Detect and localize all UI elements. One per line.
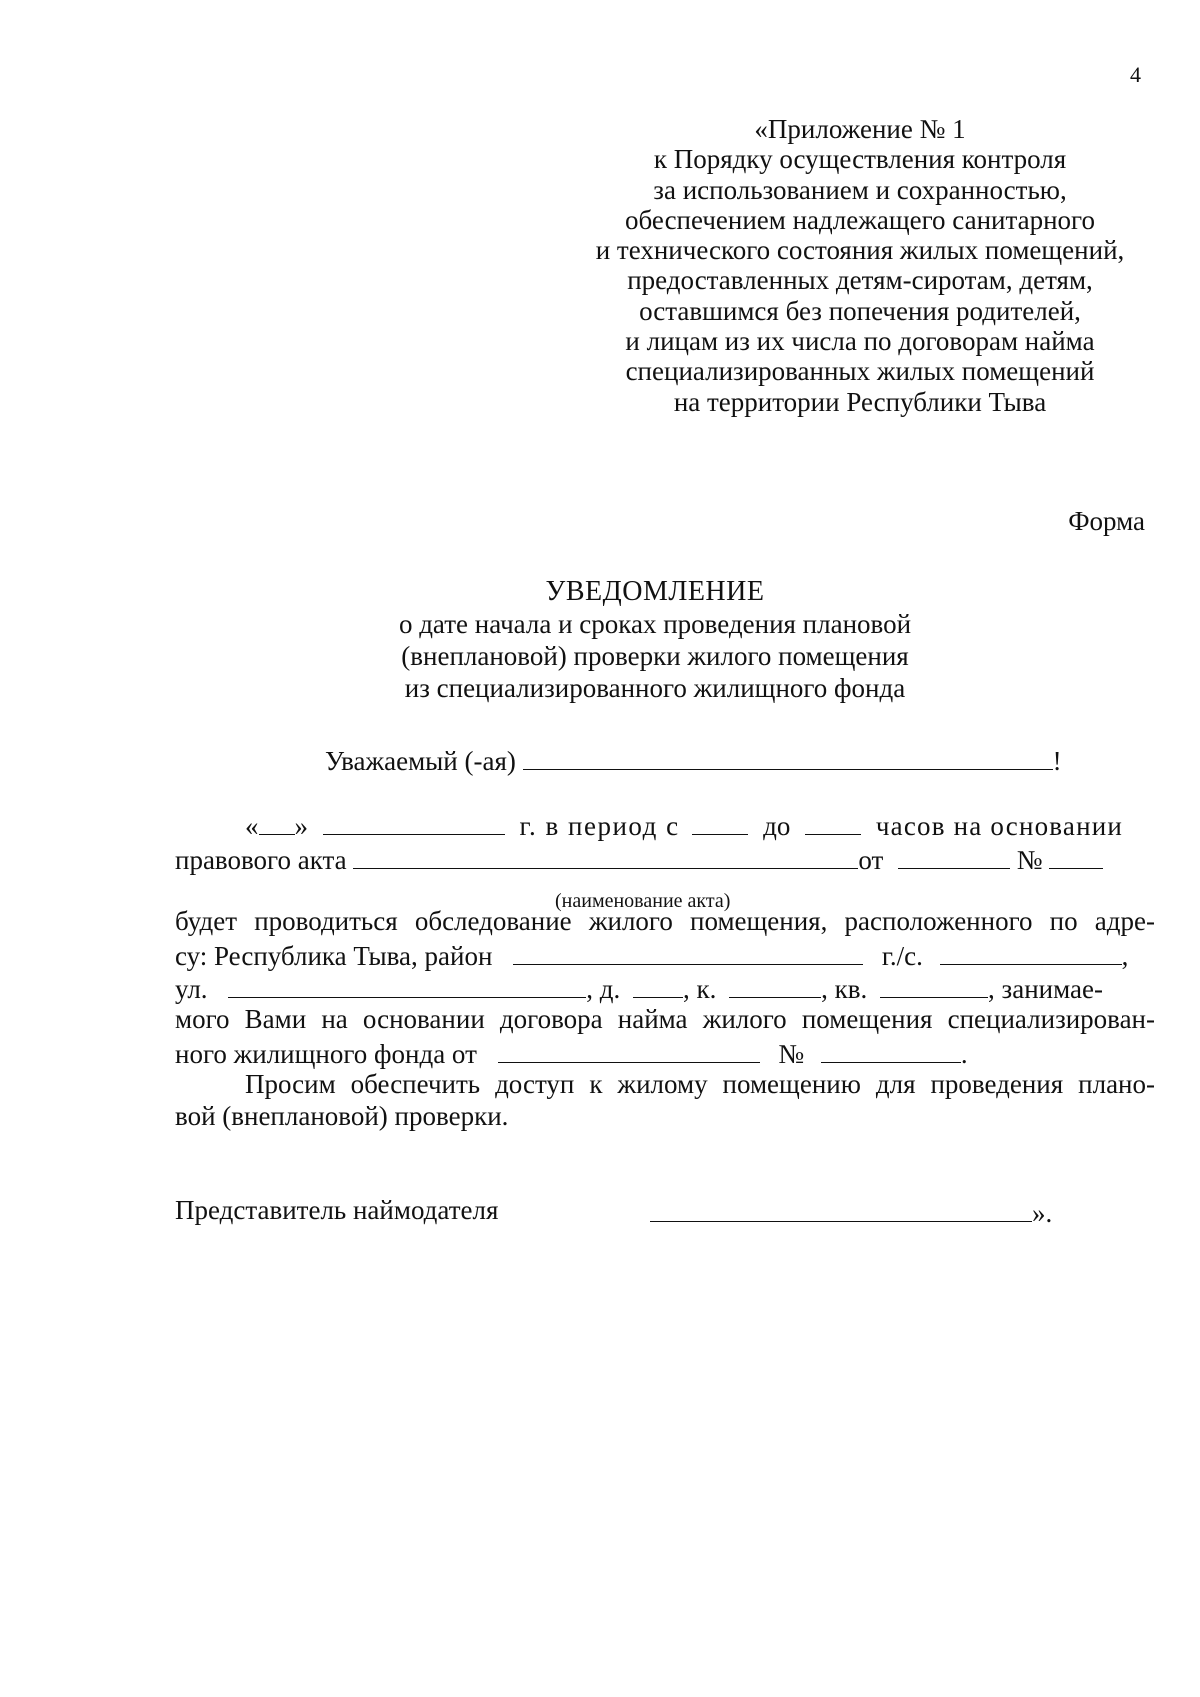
appendix-line: предоставленных детям-сиротам, детям, (627, 265, 1093, 296)
building-field[interactable] (729, 971, 821, 998)
day-field[interactable] (259, 808, 295, 835)
legal-act-number-field[interactable] (1049, 842, 1103, 869)
street-field[interactable] (228, 971, 586, 998)
greeting-suffix: ! (1052, 746, 1062, 776)
form-label: Форма (1068, 506, 1145, 536)
signature-field[interactable] (650, 1195, 1032, 1222)
contract-number-sign: № (778, 1039, 805, 1069)
signature-end: ». (1032, 1198, 1053, 1228)
legal-act-from: от (858, 845, 884, 875)
period: . (960, 1039, 968, 1069)
notice-subtitle-line: из специализированного жилищного фонда (404, 673, 906, 703)
appendix-line: оставшимся без попечения родителей, (639, 295, 1081, 326)
apartment-field[interactable] (880, 971, 988, 998)
request-line-2: вой (внеплановой) проверки. (175, 1101, 509, 1131)
contract-number-field[interactable] (821, 1036, 961, 1063)
settlement-field[interactable] (940, 938, 1122, 965)
addressee-name-field[interactable] (523, 743, 1053, 770)
appendix-header (565, 114, 1155, 417)
body-line-5 (175, 1036, 968, 1070)
street-label: ул. (175, 974, 208, 1004)
greeting-prefix: Уважаемый (-ая) (325, 746, 516, 776)
legal-act-line (175, 842, 1103, 876)
contract-date-field[interactable] (498, 1036, 760, 1063)
comma: , (1121, 941, 1129, 971)
legal-act-date-field[interactable] (898, 842, 1010, 869)
body-line-1: будет проводиться обследование жилого помещения, расположенного по адре- (175, 906, 1155, 936)
appendix-line: за использованием и сохранностью, (653, 174, 1067, 205)
request-line-1: Просим обеспечить доступ к жилому помещению для проведения плано- (245, 1069, 1155, 1099)
occupied-text: , занимае- (988, 974, 1103, 1004)
notice-heading: УВЕДОМЛЕНИЕ (545, 576, 765, 607)
appendix-line: и лицам из их числа по договорам найма (625, 326, 1095, 357)
act-caption: (наименование акта) (555, 890, 731, 912)
appendix-line: специализированных жилых помещений (625, 356, 1095, 387)
district-prefix: су: Республика Тыва, район (175, 941, 493, 971)
page-number: 4 (1130, 62, 1141, 87)
year-period-text: г. в период с (519, 811, 680, 841)
house-label: , д. (586, 974, 621, 1004)
appendix-line: обеспечением надлежащего санитарного (625, 204, 1095, 235)
legal-act-name-field[interactable] (353, 842, 858, 869)
month-field[interactable] (323, 808, 505, 835)
end-hour-field[interactable] (805, 808, 861, 835)
building-label: , к. (683, 974, 717, 1004)
quote-open: « (245, 811, 259, 841)
notice-subtitle-line: о дате начала и сроках проведения плановой (398, 609, 912, 639)
appendix-line: к Порядку осуществления контроля (653, 144, 1067, 175)
legal-act-number-sign: № (1016, 845, 1043, 875)
appendix-line: «Приложение № 1 (754, 114, 966, 144)
district-field[interactable] (513, 938, 863, 965)
appendix-line: и технического состояния жилых помещений, (595, 235, 1125, 266)
hours-basis-text: часов на основании (875, 811, 1124, 841)
settlement-label: г./с. (881, 941, 923, 971)
start-hour-field[interactable] (692, 808, 748, 835)
date-line (245, 808, 1123, 842)
legal-act-prefix: правового акта (175, 845, 347, 875)
body-line-2 (175, 938, 1155, 972)
notice-subtitle-line: (внеплановой) проверки жилого помещения (401, 641, 909, 671)
apartment-label: , кв. (821, 974, 868, 1004)
signature-label: Представитель наймодателя (175, 1195, 499, 1225)
until-text: до (763, 811, 791, 841)
quote-close: » (294, 811, 308, 841)
body-line-3 (175, 971, 1155, 1005)
notice-title-block (160, 576, 1150, 704)
appendix-line: на территории Республики Тыва (673, 386, 1047, 417)
signature-line (650, 1195, 1052, 1229)
house-field[interactable] (633, 971, 683, 998)
contract-prefix: ного жилищного фонда от (175, 1039, 477, 1069)
greeting-line (325, 743, 1062, 777)
body-line-4: мого Вами на основании договора найма жилого помещения специализирован- (175, 1004, 1155, 1034)
